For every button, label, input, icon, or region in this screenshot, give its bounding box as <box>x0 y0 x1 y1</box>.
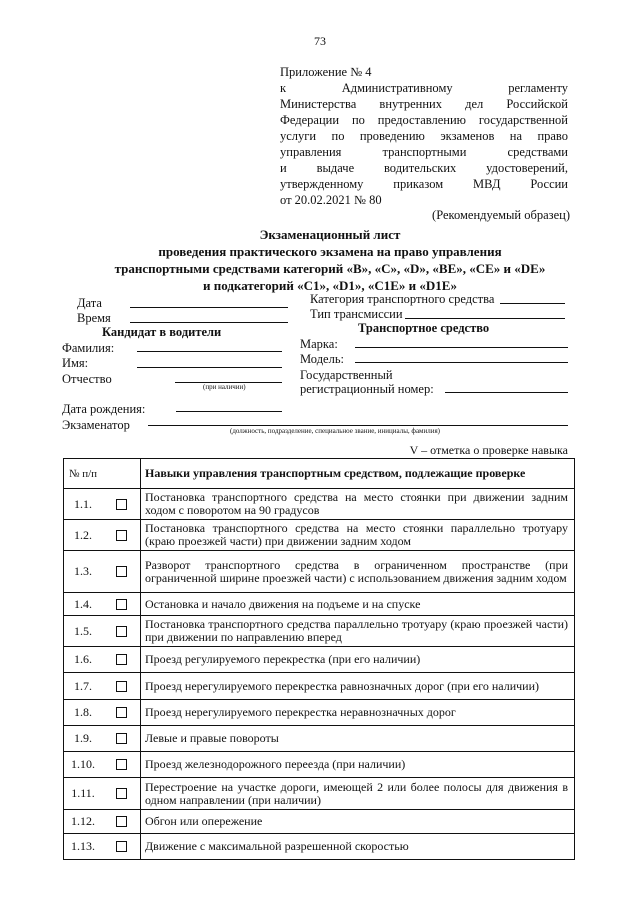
skills-table <box>63 458 575 860</box>
title-line: Экзаменационный лист <box>259 227 401 242</box>
vehicle-make-label: Марка: <box>300 337 338 351</box>
row-number: 1.9. <box>64 726 103 752</box>
appendix-line: от 20.02.2021 № 80 <box>280 193 382 207</box>
registration-number-field[interactable] <box>445 381 568 393</box>
examiner-hint: (должность, подразделение, специальное звание, инициалы, фамилия) <box>230 427 441 435</box>
appendix-line: Федерации по предоставлению государственной <box>280 113 568 127</box>
title-line: и подкатегорий «C1», «D1», «C1E» и «D1E» <box>203 278 457 293</box>
examiner-label: Экзаменатор <box>62 418 130 432</box>
transmission-label: Тип трансмиссии <box>310 307 403 321</box>
table-row <box>64 489 575 520</box>
title-line: проведения практического экзамена на право управления <box>158 244 502 259</box>
row-number: 1.6. <box>64 647 103 673</box>
row-number: 1.8. <box>64 700 103 726</box>
skill-text: Постановка транспортного средства на место стоянки при движении задним ходом с поворотом на 90 градусов <box>141 489 575 520</box>
name-label: Имя: <box>62 356 89 370</box>
skill-text: Обгон или опережение <box>141 810 575 834</box>
registration-label-line1: Государственный <box>300 368 393 382</box>
table-row <box>64 593 575 616</box>
table-row <box>64 673 575 700</box>
patronymic-label: Отчество <box>62 372 112 386</box>
time-label: Время <box>77 311 111 325</box>
document-title <box>60 226 600 294</box>
row-number: 1.2. <box>64 520 103 551</box>
table-header-row <box>64 459 575 489</box>
skill-text: Перестроение на участке дороги, имеющей 2 или более полосы для движения в одном направлении (при наличии) <box>141 778 575 810</box>
skill-text: Проезд железнодорожного переезда (при наличии) <box>141 752 575 778</box>
skill-checkbox[interactable] <box>116 707 127 718</box>
candidate-heading: Кандидат в водители <box>102 325 222 339</box>
appendix-line: утвержденному приказом МВД России <box>280 177 568 191</box>
patronymic-hint: (при наличии) <box>203 383 246 391</box>
skill-text: Проезд нерегулируемого перекрестка неравнозначных дорог <box>141 700 575 726</box>
skill-text: Постановка транспортного средства параллельно тротуару (краю проезжей части) при движении по направлению вперед <box>141 616 575 647</box>
table-row <box>64 700 575 726</box>
row-number: 1.13. <box>64 834 103 860</box>
skill-checkbox[interactable] <box>116 654 127 665</box>
skill-checkbox[interactable] <box>116 733 127 744</box>
vehicle-heading: Транспортное средство <box>358 321 490 335</box>
skill-checkbox[interactable] <box>116 566 127 577</box>
date-label: Дата <box>77 296 102 310</box>
row-number: 1.11. <box>64 778 103 810</box>
surname-field[interactable] <box>137 340 282 352</box>
row-number: 1.10. <box>64 752 103 778</box>
skill-text: Остановка и начало движения на подъеме и на спуске <box>141 593 575 616</box>
vehicle-model-field[interactable] <box>355 351 568 363</box>
vehicle-category-field[interactable] <box>500 292 565 304</box>
table-row <box>64 726 575 752</box>
appendix-line: Министерства внутренних дел Российской <box>280 97 568 111</box>
skill-text: Постановка транспортного средства на место стоянки параллельно тротуару (краю проезжей части) при движении задним ходом <box>141 520 575 551</box>
recommended-sample-note: (Рекомендуемый образец) <box>432 208 570 222</box>
page-number: 73 <box>314 34 326 48</box>
title-line: транспортными средствами категорий «B», «C», «D», «BE», «CE» и «DE» <box>114 261 546 276</box>
birth-date-label: Дата рождения: <box>62 402 146 416</box>
check-mark-legend: V – отметка о проверке навыка <box>409 443 568 457</box>
table-row <box>64 551 575 593</box>
header-number: № п/п <box>64 459 103 489</box>
skill-text: Проезд нерегулируемого перекрестка равнозначных дорог (при его наличии) <box>141 673 575 700</box>
table-row <box>64 810 575 834</box>
row-number: 1.12. <box>64 810 103 834</box>
skill-checkbox[interactable] <box>116 499 127 510</box>
header-skills: Навыки управления транспортным средством, подлежащие проверке <box>141 459 575 489</box>
skill-checkbox[interactable] <box>116 530 127 541</box>
patronymic-field[interactable] <box>175 371 282 383</box>
appendix-line: к Административному регламенту <box>280 81 568 95</box>
skill-text: Разворот транспортного средства в ограниченном пространстве (при ограниченной ширине проезжей части) с использованием движения задним ходом <box>141 551 575 593</box>
row-number: 1.4. <box>64 593 103 616</box>
skill-checkbox[interactable] <box>116 626 127 637</box>
skill-checkbox[interactable] <box>116 599 127 610</box>
row-number: 1.7. <box>64 673 103 700</box>
birth-date-field[interactable] <box>176 400 282 412</box>
row-number: 1.5. <box>64 616 103 647</box>
skill-checkbox[interactable] <box>116 681 127 692</box>
time-field[interactable] <box>130 311 288 323</box>
transmission-field[interactable] <box>405 307 565 319</box>
skill-checkbox[interactable] <box>116 788 127 799</box>
registration-label-line2: регистрационный номер: <box>300 382 434 396</box>
appendix-line: управления транспортными средствами <box>280 145 568 159</box>
row-number: 1.1. <box>64 489 103 520</box>
table-row <box>64 752 575 778</box>
skill-text: Проезд регулируемого перекрестка (при его наличии) <box>141 647 575 673</box>
vehicle-model-label: Модель: <box>300 352 345 366</box>
name-field[interactable] <box>137 356 282 368</box>
vehicle-make-field[interactable] <box>355 336 568 348</box>
skill-checkbox[interactable] <box>116 841 127 852</box>
skill-checkbox[interactable] <box>116 759 127 770</box>
table-row <box>64 616 575 647</box>
vehicle-category-label: Категория транспортного средства <box>310 292 495 306</box>
appendix-line: и выдаче водительских удостоверений, <box>280 161 568 175</box>
table-row <box>64 647 575 673</box>
table-row <box>64 778 575 810</box>
appendix-line: Приложение № 4 <box>280 65 372 79</box>
row-number: 1.3. <box>64 551 103 593</box>
skill-checkbox[interactable] <box>116 816 127 827</box>
examiner-field[interactable] <box>148 414 568 426</box>
surname-label: Фамилия: <box>62 341 115 355</box>
table-row <box>64 520 575 551</box>
skill-text: Левые и правые повороты <box>141 726 575 752</box>
appendix-reference <box>280 64 568 208</box>
header-check-column <box>102 459 141 489</box>
appendix-line: услуги по проведению экзаменов на право <box>280 129 568 143</box>
table-row <box>64 834 575 860</box>
date-field[interactable] <box>130 296 288 308</box>
skill-text: Движение с максимальной разрешенной скоростью <box>141 834 575 860</box>
